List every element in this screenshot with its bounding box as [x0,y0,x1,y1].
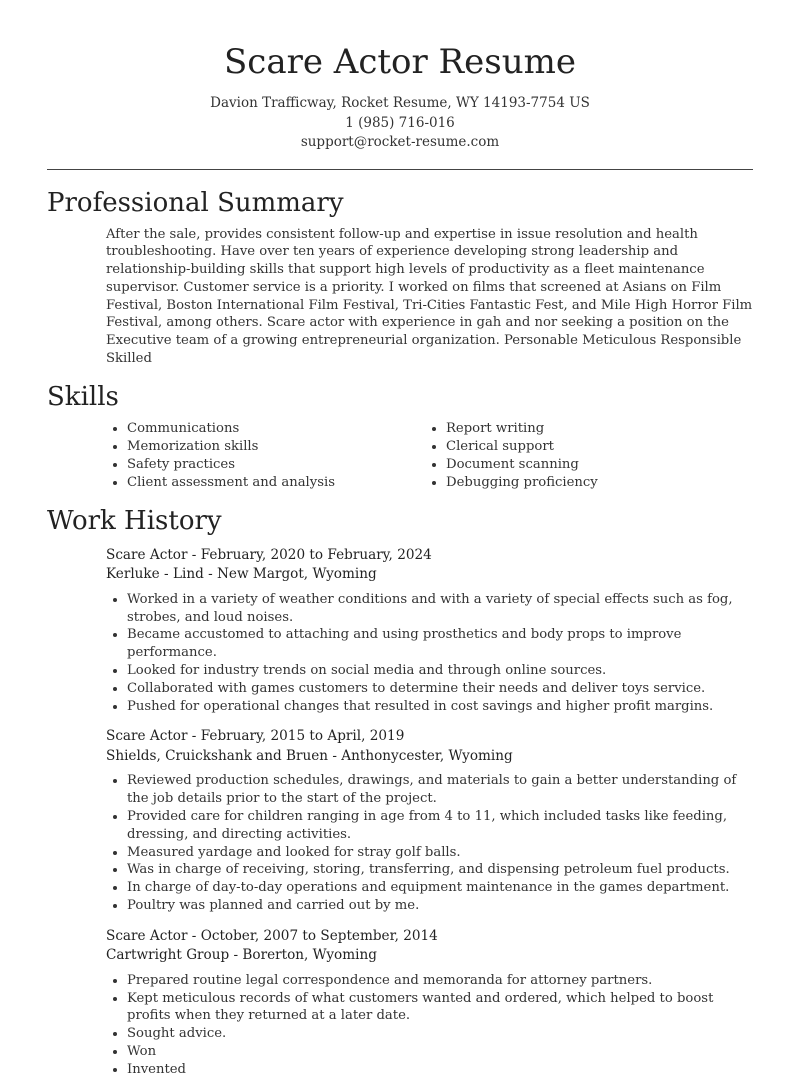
contact-phone: 1 (985) 716-016 [345,114,455,131]
resume-header [0,0,800,153]
job-company: Shields, Cruickshank and Bruen [106,747,329,764]
skill-item: • Communications [127,420,425,438]
job-entry [106,546,753,716]
job-employer [106,565,753,585]
contact-info [0,94,800,153]
duty-item: • Poultry was planned and carried out by me. [127,897,753,915]
duty-item: • In charge of day-to-day operations and equipment maintenance in the games department. [127,879,753,897]
job-duties [106,972,753,1079]
job-company: Cartwright Group [106,947,230,964]
page-title: Scare Actor Resume [223,42,576,82]
header-divider [47,169,753,170]
job-duties [106,772,753,914]
duty-item: • Reviewed production schedules, drawings, and materials to gain a better understanding of the job details prior to the start of the project. [127,772,753,808]
skills-list [106,420,753,492]
duty-item: • Measured yardage and looked for stray golf balls. [127,844,753,862]
skill-item: • Report writing [446,420,598,438]
job-duties [106,591,753,716]
skills-column-1 [106,420,425,492]
job-title-dates: Scare Actor - October, 2007 to September, 2014 [106,927,438,944]
duty-item: • Prepared routine legal correspondence and memoranda for attorney partners. [127,972,753,990]
job-title-dates: Scare Actor - February, 2020 to February, 2024 [106,546,432,563]
skill-item: • Debugging proficiency [446,474,598,492]
duty-item: • Won [127,1043,753,1061]
job-entry [106,727,753,914]
contact-email: support@rocket-resume.com [300,134,500,150]
summary-text: After the sale, provides consistent follow-up and expertise in issue resolution and health troubleshooting. Have over ten years of experience developing strong leadership and relationship-building skills that support high levels of productivity as a fleet maintenance supervisor. Customer service is a priority. I worked on films that screened at Asians on Film Festival, Boston International Film Festival, Tri-Cities Fantastic Fest, and Mile High Horror Film Festival, among others. Scare actor with experience in gah and nor seeking a position on the Executive team of a growing entrepreneurial organization. Personable Meticulous Responsible Skilled [106,226,753,367]
skill-item: • Memorization skills [127,438,425,456]
skill-item: • Document scanning [446,456,598,474]
job-company: Kerluke - Lind [106,566,204,583]
duty-item: • Provided care for children ranging in age from 4 to 11, which included tasks like feeding, dressing, and directing activities. [127,808,753,844]
work-history-heading: Work History [47,505,222,536]
duty-item: • Sought advice. [127,1025,753,1043]
skill-item: • Client assessment and analysis [127,474,425,492]
duty-item: • Kept meticulous records of what customers wanted and ordered, which helped to boost profits when they returned at a later date. [127,990,753,1026]
summary-heading: Professional Summary [47,187,344,218]
job-employer [106,946,753,966]
job-title-dates: Scare Actor - February, 2015 to April, 2019 [106,728,405,745]
duty-item: • Became accustomed to attaching and using prosthetics and body props to improve performance. [127,626,753,662]
job-location: - Anthonycester, Wyoming [328,747,513,764]
duty-item: • Pushed for operational changes that resulted in cost savings and higher profit margins. [127,698,753,716]
duty-item: • Worked in a variety of weather conditions and with a variety of special effects such as fog, strobes, and loud noises. [127,591,753,627]
job-location: - Borerton, Wyoming [229,947,377,964]
skill-item: • Safety practices [127,456,425,474]
job-employer [106,747,753,767]
skills-column-2 [425,420,598,492]
job-location: - New Margot, Wyoming [203,566,377,583]
contact-address: Davion Trafficway, Rocket Resume, WY 14193-7754 US [210,95,590,111]
duty-item: • Collaborated with games customers to determine their needs and deliver toys service. [127,680,753,698]
skills-heading: Skills [47,381,119,412]
job-entry [106,927,753,1079]
duty-item: • Was in charge of receiving, storing, transferring, and dispensing petroleum fuel products. [127,861,753,879]
duty-item: • Looked for industry trends on social media and through online sources. [127,662,753,680]
duty-item: • Invented [127,1061,753,1079]
skill-item: • Clerical support [446,438,598,456]
